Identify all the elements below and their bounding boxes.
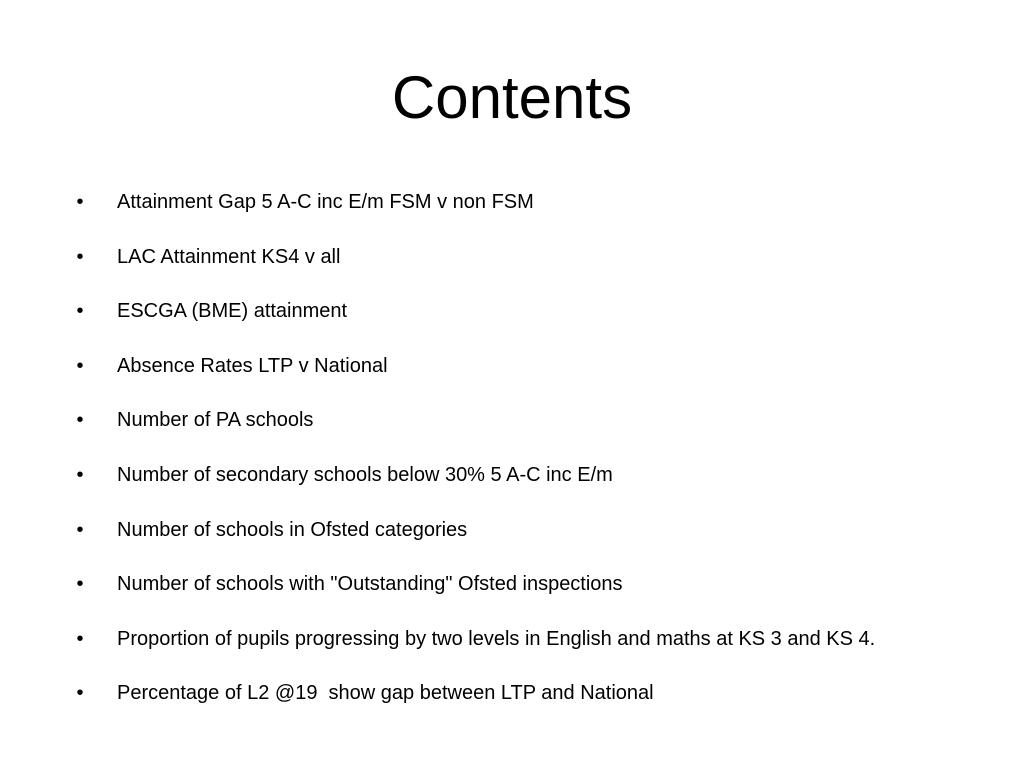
bullet-icon: • bbox=[76, 518, 84, 541]
list-item bbox=[0, 459, 1024, 514]
bullet-icon: • bbox=[76, 682, 84, 705]
list-item-text: Number of schools with "Outstanding" Ofsted inspections bbox=[117, 573, 623, 596]
list-item bbox=[0, 350, 1024, 405]
contents-list bbox=[0, 186, 1024, 732]
list-item bbox=[0, 404, 1024, 459]
bullet-icon: • bbox=[76, 573, 84, 596]
list-item bbox=[0, 568, 1024, 623]
bullet-icon: • bbox=[76, 354, 84, 377]
list-item-text: Percentage of L2 @19 show gap between LTP and National bbox=[117, 682, 654, 705]
bullet-icon: • bbox=[76, 191, 84, 213]
list-item-text: Attainment Gap 5 A-C inc E/m FSM v non FSM bbox=[117, 191, 534, 213]
list-item bbox=[0, 623, 1024, 678]
list-item-text: Absence Rates LTP v National bbox=[117, 354, 388, 377]
slide-title: Contents bbox=[391, 64, 633, 131]
list-item-text: LAC Attainment KS4 v all bbox=[117, 245, 341, 268]
bullet-icon: • bbox=[76, 627, 84, 650]
bullet-icon: • bbox=[76, 245, 84, 268]
list-item-text: Number of PA schools bbox=[117, 409, 314, 432]
list-item bbox=[0, 677, 1024, 732]
list-item-text: Number of secondary schools below 30% 5 A-C inc E/m bbox=[117, 463, 613, 486]
list-item bbox=[0, 514, 1024, 569]
bullet-icon: • bbox=[76, 463, 84, 486]
bullet-icon: • bbox=[76, 300, 84, 323]
list-item-text: Proportion of pupils progressing by two levels in English and maths at KS 3 and KS 4. bbox=[117, 627, 876, 650]
list-item bbox=[0, 295, 1024, 350]
bullet-icon: • bbox=[76, 409, 84, 432]
list-item bbox=[0, 186, 1024, 241]
list-item-text: ESCGA (BME) attainment bbox=[117, 300, 348, 323]
list-item-text: Number of schools in Ofsted categories bbox=[117, 518, 468, 541]
list-item bbox=[0, 241, 1024, 296]
